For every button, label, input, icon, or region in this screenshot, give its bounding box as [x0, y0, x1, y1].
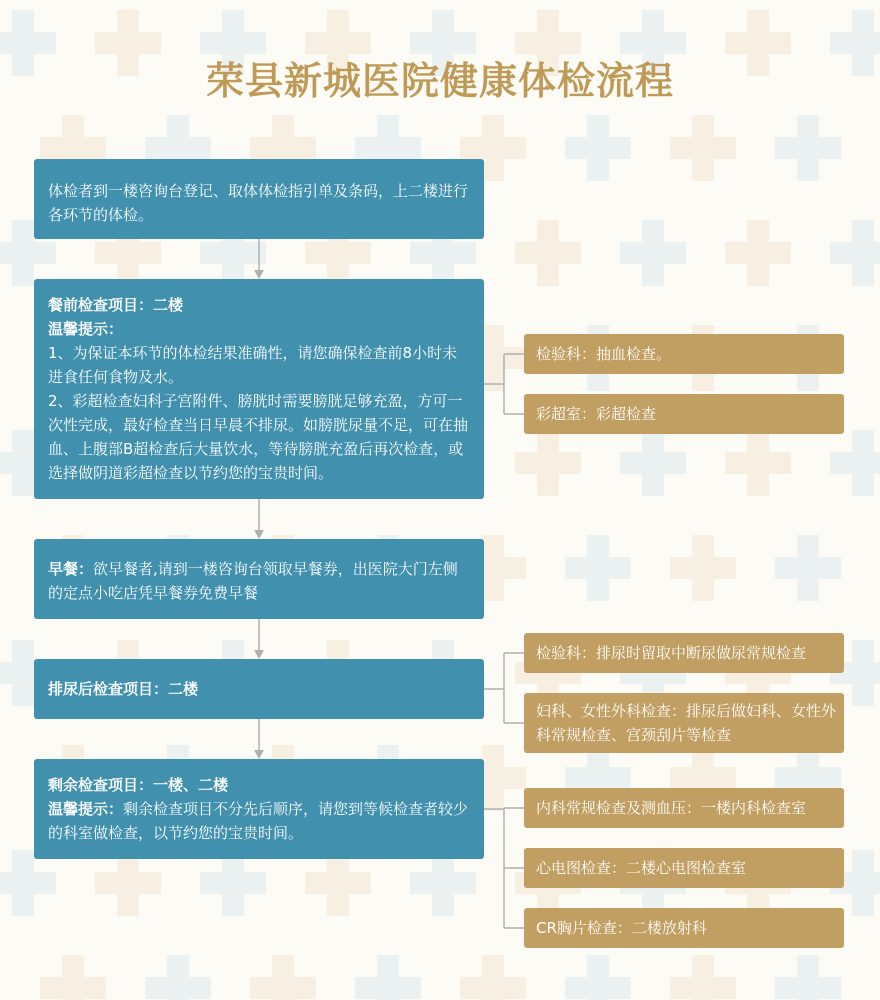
step-3-label: 早餐：	[48, 560, 94, 578]
connector-arrow	[254, 650, 264, 659]
side-box-urine-test: 检验科：排尿时留取中断尿做尿常规检查	[524, 633, 844, 673]
step-4-box	[34, 659, 484, 719]
step-2-tip-1: 1、为保证本环节的体检结果准确性，请您确保检查前8小时未进食任何食物及水。	[48, 344, 458, 386]
side-box-internal-medicine: 内科常规检查及测血压：一楼内科检查室	[524, 788, 844, 828]
connector-arrow	[254, 270, 264, 279]
step-3-box	[34, 539, 484, 619]
side-box-blood-test: 检验科：抽血检查。	[524, 334, 844, 374]
step-5-tip-label: 温馨提示：	[48, 800, 124, 818]
step-3-text: 欲早餐者,请到一楼咨询台领取早餐券，出医院大门左侧的定点小吃店凭早餐券免费早餐	[48, 560, 458, 602]
step-1-text: 体检者到一楼咨询台登记、取体体检指引单及条码，上二楼进行各环节的体检。	[48, 182, 469, 224]
step-2-heading: 餐前检查项目：二楼	[48, 296, 184, 314]
step-4-heading: 排尿后检查项目：二楼	[48, 680, 199, 698]
page-title: 荣县新城医院健康体检流程	[205, 58, 674, 103]
connector-arrow	[254, 530, 264, 539]
side-box-ultrasound: 彩超室：彩超检查	[524, 394, 844, 434]
step-5-box	[34, 759, 484, 859]
side-box-chest-xray: CR胸片检查：二楼放射科	[524, 908, 844, 948]
step-2-box	[34, 279, 484, 499]
step-2-tip-label: 温馨提示：	[48, 320, 124, 338]
connector-arrow	[254, 750, 264, 759]
step-1-box	[34, 159, 484, 239]
step-5-heading: 剩余检查项目：一楼、二楼	[48, 776, 229, 794]
step-2-tip-2: 2、彩超检查妇科子宫附件、膀胱时需要膀胱足够充盈，方可一次性完成，最好检查当日早晨不排尿。如膀胱尿量不足，可在抽血、上腹部B超检查后大量饮水，等待膀胱充盈后再次检查，或选择做阴道彩超检查以节约您的宝贵时间。	[48, 392, 469, 482]
step-5-tip: 剩余检查项目不分先后顺序，请您到等候检查者较少的科室做检查，以节约您的宝贵时间。	[48, 800, 469, 842]
side-box-ecg: 心电图检查：二楼心电图检查室	[524, 848, 844, 888]
side-box-gynecology: 妇科、女性外科检查：排尿后做妇科、女性外科常规检查、宫颈刮片等检查	[524, 693, 844, 753]
